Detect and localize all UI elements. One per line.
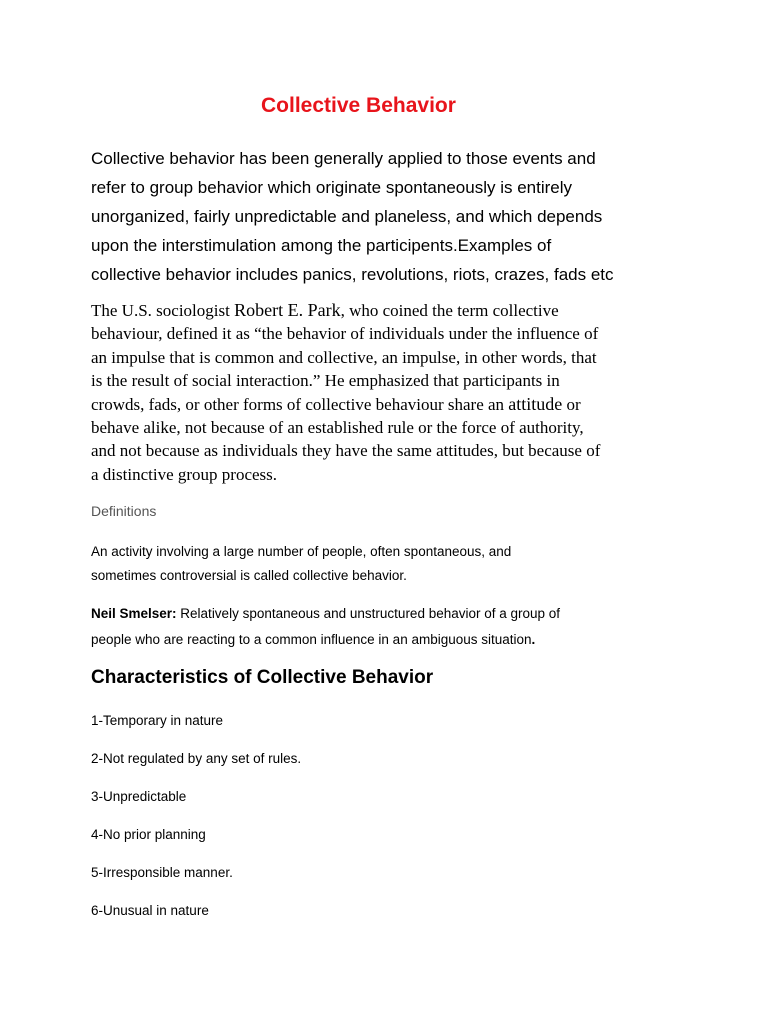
intro-paragraph (91, 144, 691, 289)
definition-text: people who are reacting to a common influence in an ambiguous situation (91, 632, 532, 647)
definition-general (91, 540, 691, 588)
park-line-text: , who coined the term collective (340, 301, 559, 320)
intro-line: upon the interstimulation among the participents.Examples of (91, 236, 552, 255)
intro-line: unorganized, fairly unpredictable and planeless, and which depends (91, 207, 603, 226)
characteristic-item: 4-No prior planning (91, 827, 206, 842)
characteristic-item: 6-Unusual in nature (91, 903, 209, 918)
intro-line: Collective behavior has been generally applied to those events and (91, 149, 596, 168)
intro-line: collective behavior includes panics, revolutions, riots, crazes, fads etc (91, 265, 614, 284)
park-line (91, 299, 691, 322)
definition-line (91, 627, 691, 653)
characteristic-item: 3-Unpredictable (91, 789, 187, 804)
characteristics-heading: Characteristics of Collective Behavior (91, 667, 434, 688)
park-line: an impulse that is common and collective, an impulse, in other words, that (91, 347, 597, 367)
park-line (91, 393, 691, 416)
smelser-author: Neil Smelser: (91, 606, 177, 621)
definitions-heading: Definitions (91, 503, 157, 519)
definition-period: . (531, 632, 536, 647)
characteristic-item: 5-Irresponsible manner. (91, 865, 233, 880)
park-line: behaviour, defined it as “the behavior of individuals under the influence of (91, 324, 599, 344)
document-title: Collective Behavior (261, 94, 456, 117)
robert-park-name: Robert E. Park (234, 300, 341, 320)
definition-line: An activity involving a large number of people, often spontaneous, and (91, 544, 512, 559)
park-paragraph (91, 299, 691, 486)
park-line: a distinctive group process. (91, 464, 278, 484)
characteristics-list (91, 711, 301, 939)
definition-line (91, 601, 691, 627)
definition-line: sometimes controversial is called collective behavior. (91, 568, 407, 583)
definition-text: Relatively spontaneous and unstructured behavior of a group of (176, 606, 561, 621)
park-line-text: The U.S. sociologist (91, 301, 235, 320)
characteristic-item: 2-Not regulated by any set of rules. (91, 751, 302, 766)
park-line: behave alike, not because of an established rule or the force of authority, (91, 418, 584, 438)
park-line-text: crowds, fads, or other forms of collective behaviour share an (91, 394, 509, 414)
park-line: is the result of social interaction.” He emphasized that participants in (91, 371, 560, 391)
characteristic-item: 1-Temporary in nature (91, 713, 224, 728)
definition-smelser (91, 601, 691, 653)
intro-line: refer to group behavior which originate spontaneously is entirely (91, 178, 572, 197)
attitude-word: attitude (508, 393, 563, 414)
park-line-text: or (562, 394, 581, 414)
park-line: and not because as individuals they have the same attitudes, but because of (91, 441, 601, 461)
